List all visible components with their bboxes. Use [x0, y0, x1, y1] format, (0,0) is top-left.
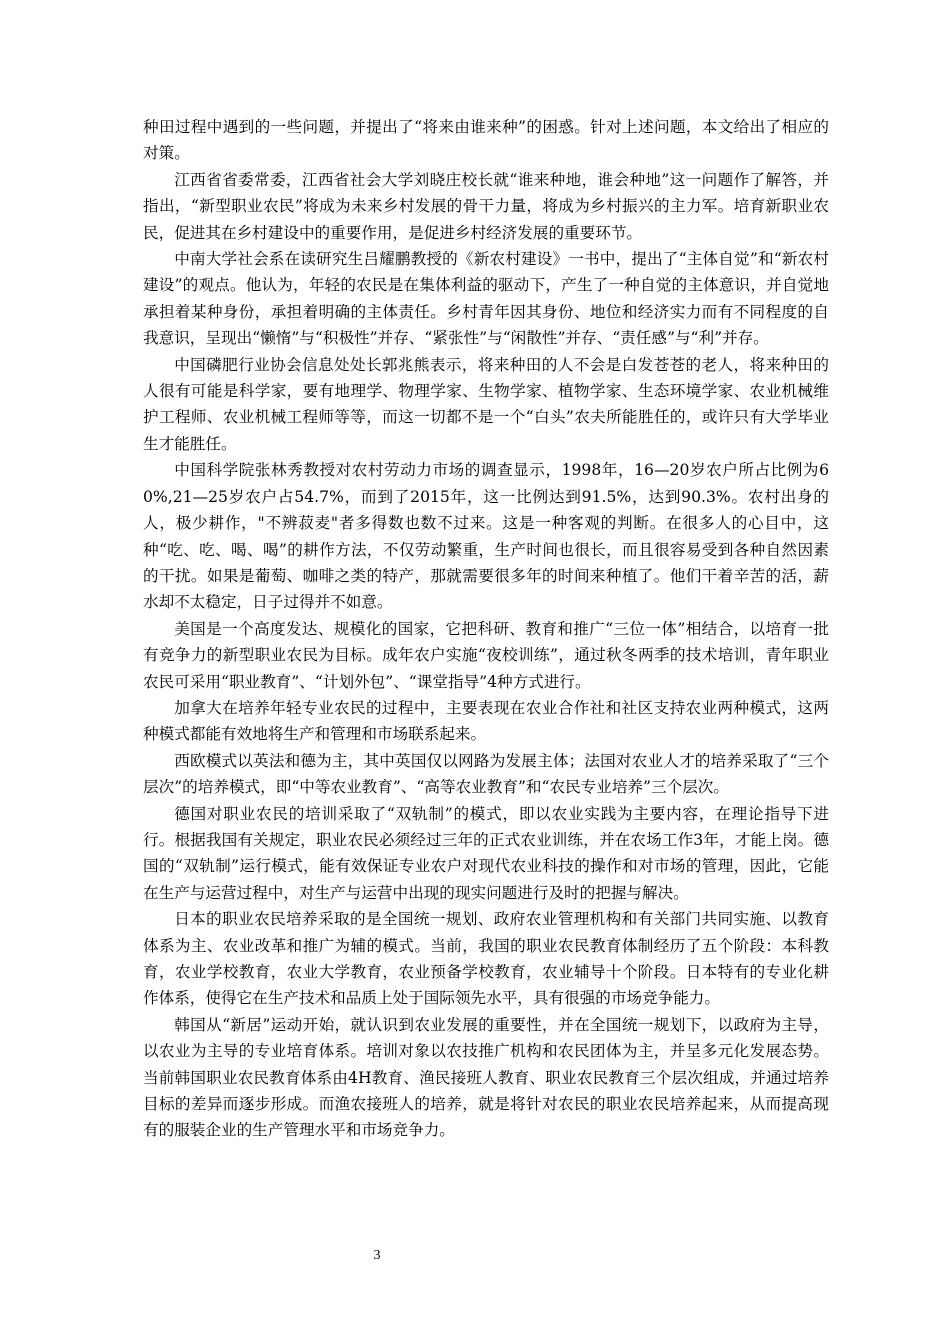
paragraph-continuation: 种田过程中遇到的一些问题，并提出了“将来由谁来种”的困惑。针对上述问题，本文给出了相应的对策。: [143, 118, 829, 163]
paragraph-japan: 日本的职业农民培养采取的是全国统一规划、政府农业管理机构和有关部门共同实施、以教育体系为主、农业改革和推广为辅的模式。当前，我国的职业农民教育体制经历了五个阶段：本科教育，农业学校教育，农业大学教育，农业预备学校教育，农业辅导十个阶段。日本特有的专业化耕作体系，使得它在生产技术和品质上处于国际领先水平，具有很强的市场竞争能力。: [143, 910, 829, 1008]
paragraph-central-south-university: 中南大学社会系在读研究生吕耀鹏教授的《新农村建设》一书中，提出了“主体自觉”和“新农村建设”的观点。他认为，年轻的农民是在集体利益的驱动下，产生了一种自觉的主体意识，并自觉地承担着某种身份，承担着明确的主体责任。乡村青年因其身份、地位和经济实力而有不同程度的自我意识，呈现出“懒惰”与“积极性”并存、“紧张性”与“闲散性”并存、“责任感”与“利”并存。: [143, 250, 829, 348]
paragraph-cas-survey: 中国科学院张林秀教授对农村劳动力市场的调查显示，1998年，16—20岁农户所占比例为60%,21—25岁农户占54.7%，而到了2015年，这一比例达到91.5%，达到90.3%。农村出身的人，极少耕作，"不辨菽麦"者多得数也数不过来。这是一种客观的判断。在很多人的心目中，这种“吃、吃、喝、喝”的耕作方法，不仅劳动繁重，生产时间也很长，而且很容易受到各种自然因素的干扰。如果是葡萄、咖啡之类的特产，那就需要很多年的时间来种植了。他们干着辛苦的活，薪水却不太稳定，日子过得并不如意。: [143, 461, 829, 612]
paragraph-western-europe: 西欧模式以英法和德为主，其中英国仅以网路为发展主体；法国对农业人才的培养采取了“三个层次”的培养模式，即“中等农业教育”、“高等农业教育”和“农民专业培养”三个层次。: [143, 751, 829, 797]
paragraph-canada: 加拿大在培养年轻专业农民的过程中，主要表现在农业合作社和社区支持农业两种模式，这两种模式都能有效地将生产和管理和市场联系起来。: [143, 698, 829, 744]
paragraph-korea: 韩国从“新居”运动开始，就认识到农业发展的重要性，并在全国统一规划下，以政府为主导，以农业为主导的专业培育体系。培训对象以农技推广机构和农民团体为主，并呈多元化发展态势。当前韩国职业农民教育体系由4H教育、渔民接班人教育、职业农民教育三个层次组成，并通过培养目标的差异而逐步形成。而渔农接班人的培养，就是将针对农民的职业农民培养起来，从而提高现有的服装企业的生产管理水平和市场竞争力。: [143, 1015, 829, 1140]
paragraph-jiangxi: 江西省省委常委，江西省社会大学刘晓庄校长就“谁来种地，谁会种地”这一问题作了解答，并指出，“新型职业农民”将成为未来乡村发展的骨干力量，将成为乡村振兴的主力军。培育新职业农民，促进其在乡村建设中的重要作用，是促进乡村经济发展的重要环节。: [143, 170, 829, 242]
paragraph-usa: 美国是一个高度发达、规模化的国家，它把科研、教育和推广“三位一体”相结合，以培育一批有竞争力的新型职业农民为目标。成年农户实施“夜校训练”，通过秋冬两季的技术培训，青年职业农民可采用“职业教育”、“计划外包”、“课堂指导”4种方式进行。: [143, 619, 829, 691]
page-number: 3: [373, 1248, 381, 1263]
paragraph-phosphate-association: 中国磷肥行业协会信息处处长郭兆熊表示，将来种田的人不会是白发苍苍的老人，将来种田的人很有可能是科学家，要有地理学、物理学家、生物学家、植物学家、生态环境学家、农业机械维护工程师、农业机械工程师等等，而这一切都不是一个“白头”农夫所能胜任的，或许只有大学毕业生才能胜任。: [143, 355, 829, 453]
document-page: [143, 114, 829, 1144]
paragraph-germany: 德国对职业农民的培训采取了“双轨制”的模式，即以农业实践为主要内容，在理论指导下进行。根据我国有关规定，职业农民必须经过三年的正式农业训练，并在农场工作3年，才能上岗。德国的“双轨制”运行模式，能有效保证专业农户对现代农业科技的操作和对市场的管理，因此，它能在生产与运营过程中，对生产与运营中出现的现实问题进行及时的把握与解决。: [143, 804, 829, 902]
